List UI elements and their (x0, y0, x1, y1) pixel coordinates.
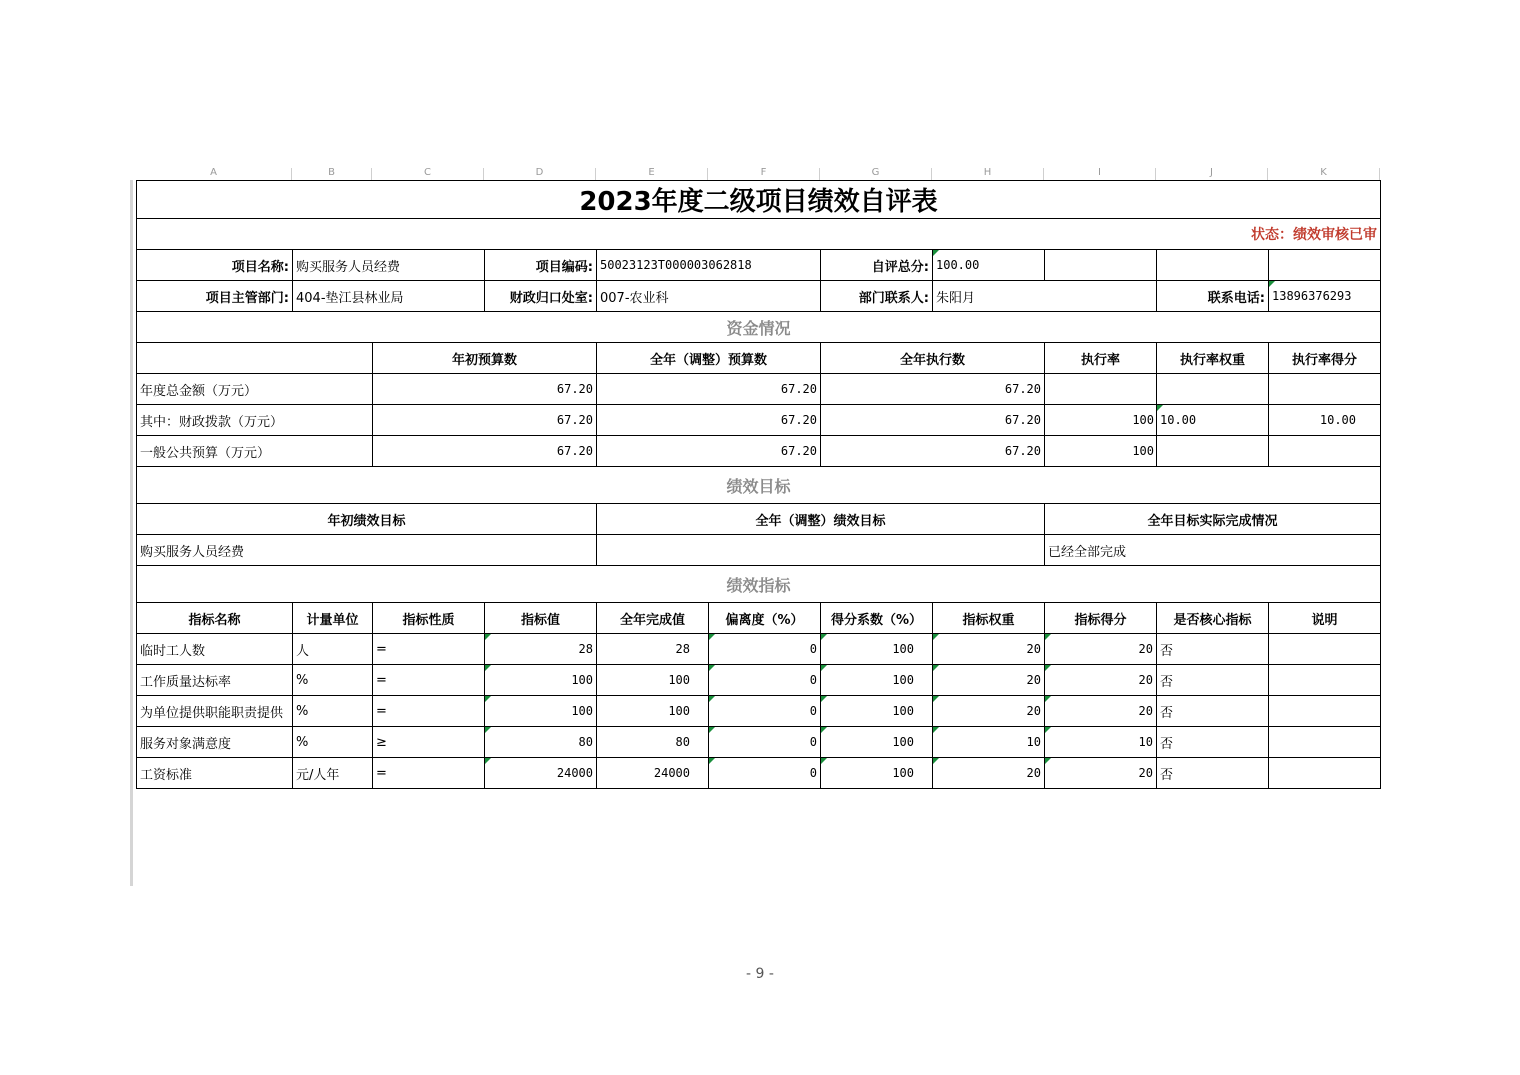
col-adjusted-goal: 全年（调整）绩效目标 (597, 504, 1045, 535)
project-name-label: 项目名称: (137, 250, 293, 281)
phone-label: 联系电话: (1157, 281, 1269, 312)
unit-cell[interactable]: % (293, 696, 373, 727)
core-cell[interactable]: 否 (1157, 665, 1269, 696)
spreadsheet (130, 168, 1390, 888)
col-initial-budget: 年初预算数 (373, 343, 597, 374)
deviation-cell[interactable]: 0 (709, 727, 821, 758)
column-header-h[interactable]: H (932, 168, 1044, 180)
actual-completion-cell[interactable]: 已经全部完成 (1045, 535, 1381, 566)
coefficient-cell[interactable]: 100 (821, 665, 933, 696)
score-cell[interactable]: 20 (1045, 758, 1157, 789)
coefficient-cell[interactable]: 100 (821, 727, 933, 758)
dept-label: 项目主管部门: (137, 281, 293, 312)
table-row (137, 436, 1381, 467)
col-note: 说明 (1269, 603, 1381, 634)
empty-cell[interactable] (1157, 250, 1269, 281)
exec-score-cell[interactable] (1269, 436, 1381, 467)
nature-cell[interactable]: = (373, 634, 485, 665)
target-cell[interactable]: 100 (485, 696, 597, 727)
page-title: 2023年度二级项目绩效自评表 (137, 181, 1381, 219)
actual-cell[interactable]: 80 (597, 727, 709, 758)
finance-label: 财政归口处室: (485, 281, 597, 312)
actual-cell[interactable]: 100 (597, 696, 709, 727)
actual-cell[interactable]: 100 (597, 665, 709, 696)
executed-cell[interactable]: 67.20 (821, 436, 1045, 467)
indicator-name-cell[interactable]: 工资标准 (137, 758, 293, 789)
deviation-cell[interactable]: 0 (709, 665, 821, 696)
row-label[interactable]: 其中：财政拨款（万元） (137, 405, 373, 436)
actual-cell[interactable]: 28 (597, 634, 709, 665)
column-header-a[interactable]: A (136, 168, 292, 180)
status-badge: 状态：绩效审核已审 (137, 219, 1381, 250)
weight-cell[interactable]: 20 (933, 665, 1045, 696)
row-header-bar (130, 180, 133, 886)
empty-cell[interactable] (1045, 250, 1157, 281)
table-row (137, 405, 1381, 436)
column-header-b[interactable]: B (292, 168, 372, 180)
exec-rate-cell[interactable] (1045, 374, 1157, 405)
note-cell[interactable] (1269, 696, 1381, 727)
initial-budget-cell[interactable]: 67.20 (373, 374, 597, 405)
exec-weight-cell[interactable] (1157, 374, 1269, 405)
table-row (137, 758, 1381, 789)
col-actual: 全年完成值 (597, 603, 709, 634)
col-weight: 指标权重 (933, 603, 1045, 634)
exec-rate-cell[interactable]: 100 (1045, 405, 1157, 436)
contact-label: 部门联系人: (821, 281, 933, 312)
exec-weight-cell[interactable] (1157, 436, 1269, 467)
note-cell[interactable] (1269, 758, 1381, 789)
row-label[interactable]: 年度总金额（万元） (137, 374, 373, 405)
col-unit: 计量单位 (293, 603, 373, 634)
col-actual-completion: 全年目标实际完成情况 (1045, 504, 1381, 535)
col-exec-rate: 执行率 (1045, 343, 1157, 374)
project-name-cell[interactable]: 购买服务人员经费 (293, 250, 485, 281)
unit-cell[interactable]: % (293, 665, 373, 696)
finance-cell[interactable]: 007-农业科 (597, 281, 821, 312)
nature-cell[interactable]: ≥ (373, 727, 485, 758)
weight-cell[interactable]: 20 (933, 696, 1045, 727)
col-coefficient: 得分系数（%） (821, 603, 933, 634)
score-cell[interactable]: 20 (1045, 696, 1157, 727)
deviation-cell[interactable]: 0 (709, 634, 821, 665)
funds-section-title: 资金情况 (137, 312, 1381, 343)
nature-cell[interactable]: = (373, 665, 485, 696)
core-cell[interactable]: 否 (1157, 727, 1269, 758)
core-cell[interactable]: 否 (1157, 696, 1269, 727)
unit-cell[interactable]: 元/人年 (293, 758, 373, 789)
note-cell[interactable] (1269, 634, 1381, 665)
column-header-j[interactable]: J (1156, 168, 1268, 180)
indicator-name-cell[interactable]: 为单位提供职能职责提供 (137, 696, 293, 727)
column-header-i[interactable]: I (1044, 168, 1156, 180)
target-cell[interactable]: 28 (485, 634, 597, 665)
initial-budget-cell[interactable]: 67.20 (373, 405, 597, 436)
col-score: 指标得分 (1045, 603, 1157, 634)
col-nature: 指标性质 (373, 603, 485, 634)
deviation-cell[interactable]: 0 (709, 696, 821, 727)
col-target: 指标值 (485, 603, 597, 634)
column-header-bar (130, 168, 1390, 180)
project-code-cell[interactable]: 50023123T000003062818 (597, 250, 821, 281)
target-cell[interactable]: 80 (485, 727, 597, 758)
table-row (137, 696, 1381, 727)
performance-table (136, 180, 1381, 789)
page-number: - 9 - (746, 966, 774, 982)
target-cell[interactable]: 100 (485, 665, 597, 696)
adjusted-budget-cell[interactable]: 67.20 (597, 436, 821, 467)
col-indicator-name: 指标名称 (137, 603, 293, 634)
col-executed: 全年执行数 (821, 343, 1045, 374)
col-adjusted-budget: 全年（调整）预算数 (597, 343, 821, 374)
target-cell[interactable]: 24000 (485, 758, 597, 789)
score-cell[interactable]: 10 (1045, 727, 1157, 758)
self-score-label: 自评总分: (821, 250, 933, 281)
col-exec-weight: 执行率权重 (1157, 343, 1269, 374)
actual-cell[interactable]: 24000 (597, 758, 709, 789)
exec-rate-cell[interactable]: 100 (1045, 436, 1157, 467)
exec-score-cell[interactable] (1269, 374, 1381, 405)
column-header-d[interactable]: D (484, 168, 596, 180)
col-initial-goal: 年初绩效目标 (137, 504, 597, 535)
adjusted-budget-cell[interactable]: 67.20 (597, 405, 821, 436)
unit-cell[interactable]: 人 (293, 634, 373, 665)
contact-cell[interactable]: 朱阳月 (933, 281, 1157, 312)
initial-budget-cell[interactable]: 67.20 (373, 436, 597, 467)
coefficient-cell[interactable]: 100 (821, 696, 933, 727)
indicator-name-cell[interactable]: 工作质量达标率 (137, 665, 293, 696)
score-cell[interactable]: 20 (1045, 665, 1157, 696)
column-header-k[interactable]: K (1268, 168, 1380, 180)
indicator-name-cell[interactable]: 服务对象满意度 (137, 727, 293, 758)
col-exec-score: 执行率得分 (1269, 343, 1381, 374)
goals-section-title: 绩效目标 (137, 467, 1381, 504)
score-cell[interactable]: 20 (1045, 634, 1157, 665)
table-row (137, 727, 1381, 758)
executed-cell[interactable]: 67.20 (821, 405, 1045, 436)
nature-cell[interactable]: = (373, 696, 485, 727)
weight-cell[interactable]: 20 (933, 758, 1045, 789)
self-score-cell[interactable]: 100.00 (933, 250, 1045, 281)
unit-cell[interactable]: % (293, 727, 373, 758)
project-code-label: 项目编码: (485, 250, 597, 281)
col-core: 是否核心指标 (1157, 603, 1269, 634)
coefficient-cell[interactable]: 100 (821, 758, 933, 789)
dept-cell[interactable]: 404-垫江县林业局 (293, 281, 485, 312)
indicator-name-cell[interactable]: 临时工人数 (137, 634, 293, 665)
exec-weight-cell[interactable]: 10.00 (1157, 405, 1269, 436)
column-header-g[interactable]: G (820, 168, 932, 180)
executed-cell[interactable]: 67.20 (821, 374, 1045, 405)
core-cell[interactable]: 否 (1157, 634, 1269, 665)
note-cell[interactable] (1269, 727, 1381, 758)
weight-cell[interactable]: 20 (933, 634, 1045, 665)
note-cell[interactable] (1269, 665, 1381, 696)
table-row (137, 374, 1381, 405)
empty-cell[interactable] (137, 343, 373, 374)
empty-cell[interactable] (1269, 250, 1381, 281)
col-deviation: 偏离度（%） (709, 603, 821, 634)
exec-score-cell[interactable]: 10.00 (1269, 405, 1381, 436)
adjusted-budget-cell[interactable]: 67.20 (597, 374, 821, 405)
nature-cell[interactable]: = (373, 758, 485, 789)
column-header-f[interactable]: F (708, 168, 820, 180)
indicators-section-title: 绩效指标 (137, 566, 1381, 603)
table-row (137, 665, 1381, 696)
weight-cell[interactable]: 10 (933, 727, 1045, 758)
phone-cell[interactable]: 13896376293 (1269, 281, 1381, 312)
column-header-e[interactable]: E (596, 168, 708, 180)
deviation-cell[interactable]: 0 (709, 758, 821, 789)
table-row (137, 634, 1381, 665)
core-cell[interactable]: 否 (1157, 758, 1269, 789)
adjusted-goal-cell[interactable] (597, 535, 1045, 566)
column-header-c[interactable]: C (372, 168, 484, 180)
row-label[interactable]: 一般公共预算（万元） (137, 436, 373, 467)
coefficient-cell[interactable]: 100 (821, 634, 933, 665)
initial-goal-cell[interactable]: 购买服务人员经费 (137, 535, 597, 566)
